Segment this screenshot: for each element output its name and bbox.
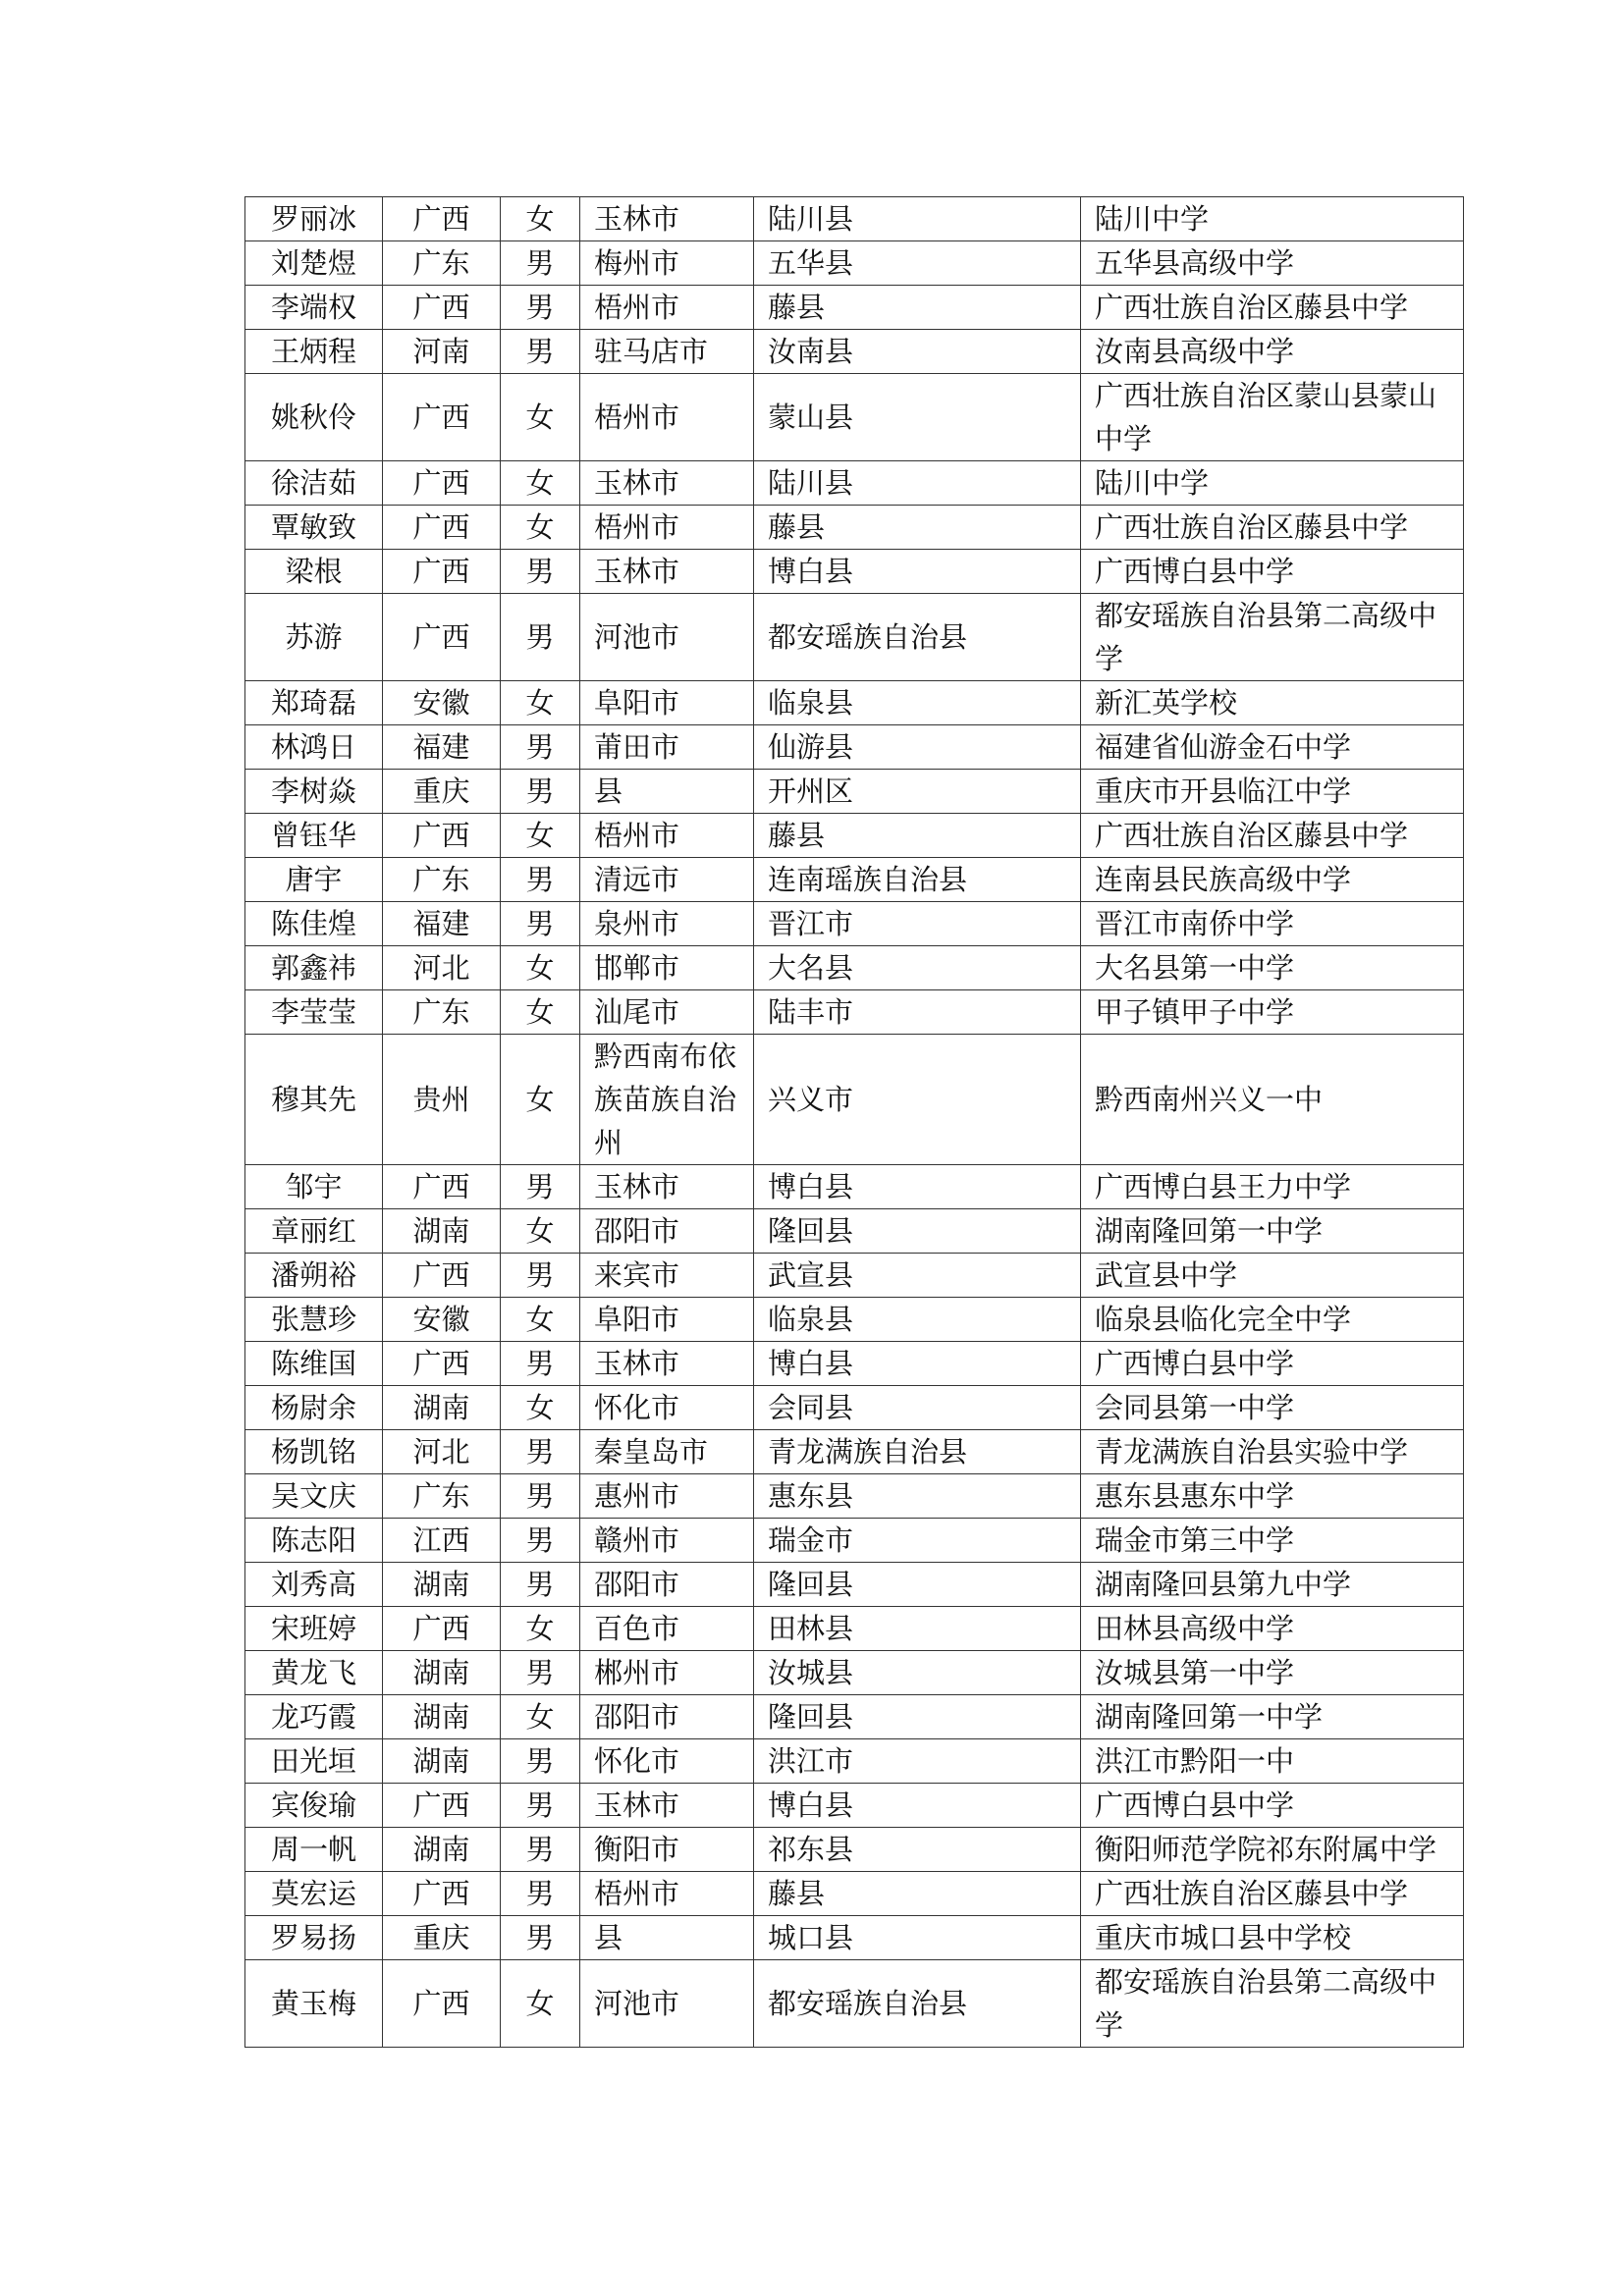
- table-row: [245, 1651, 1464, 1695]
- table-row: [245, 1872, 1464, 1916]
- table-row: [245, 770, 1464, 814]
- province-cell: 广东: [383, 241, 501, 286]
- table-row: [245, 374, 1464, 461]
- county-cell: 陆川县: [754, 461, 1081, 506]
- city-cell: 玉林市: [580, 1784, 754, 1828]
- county-cell: 汝城县: [754, 1651, 1081, 1695]
- school-cell: 广西壮族自治区藤县中学: [1081, 814, 1464, 858]
- county-cell: 兴义市: [754, 1035, 1081, 1165]
- school-cell: 连南县民族高级中学: [1081, 858, 1464, 902]
- school-cell: 湖南隆回第一中学: [1081, 1695, 1464, 1739]
- student-name-cell: 邹宇: [245, 1165, 383, 1209]
- school-cell: 重庆市城口县中学校: [1081, 1916, 1464, 1960]
- school-cell: 广西壮族自治区藤县中学: [1081, 1872, 1464, 1916]
- county-cell: 惠东县: [754, 1474, 1081, 1519]
- table-row: [245, 990, 1464, 1035]
- province-cell: 湖南: [383, 1209, 501, 1254]
- gender-cell: 女: [501, 374, 580, 461]
- table-row: [245, 594, 1464, 681]
- student-name-cell: 潘朔裕: [245, 1254, 383, 1298]
- city-cell: 梧州市: [580, 374, 754, 461]
- school-cell: 瑞金市第三中学: [1081, 1519, 1464, 1563]
- province-cell: 湖南: [383, 1828, 501, 1872]
- city-cell: 玉林市: [580, 461, 754, 506]
- gender-cell: 女: [501, 946, 580, 990]
- gender-cell: 男: [501, 1474, 580, 1519]
- student-name-cell: 唐宇: [245, 858, 383, 902]
- province-cell: 广西: [383, 374, 501, 461]
- province-cell: 安徽: [383, 1298, 501, 1342]
- gender-cell: 男: [501, 1254, 580, 1298]
- province-cell: 广东: [383, 858, 501, 902]
- student-name-cell: 郑琦磊: [245, 681, 383, 725]
- province-cell: 广西: [383, 506, 501, 550]
- province-cell: 重庆: [383, 1916, 501, 1960]
- gender-cell: 男: [501, 330, 580, 374]
- county-cell: 临泉县: [754, 1298, 1081, 1342]
- school-cell: 田林县高级中学: [1081, 1607, 1464, 1651]
- province-cell: 福建: [383, 725, 501, 770]
- student-name-cell: 罗丽冰: [245, 197, 383, 241]
- school-cell: 青龙满族自治县实验中学: [1081, 1430, 1464, 1474]
- province-cell: 广西: [383, 1607, 501, 1651]
- table-row: [245, 1563, 1464, 1607]
- city-cell: 泉州市: [580, 902, 754, 946]
- city-cell: 莆田市: [580, 725, 754, 770]
- city-cell: 邵阳市: [580, 1209, 754, 1254]
- student-name-cell: 龙巧霞: [245, 1695, 383, 1739]
- city-cell: 清远市: [580, 858, 754, 902]
- gender-cell: 女: [501, 1960, 580, 2048]
- county-cell: 开州区: [754, 770, 1081, 814]
- table-row: [245, 330, 1464, 374]
- gender-cell: 女: [501, 506, 580, 550]
- school-cell: 广西壮族自治区藤县中学: [1081, 286, 1464, 330]
- table-row: [245, 506, 1464, 550]
- table-row: [245, 1519, 1464, 1563]
- gender-cell: 男: [501, 286, 580, 330]
- city-cell: 惠州市: [580, 1474, 754, 1519]
- city-cell: 邵阳市: [580, 1695, 754, 1739]
- student-name-cell: 吴文庆: [245, 1474, 383, 1519]
- city-cell: 河池市: [580, 1960, 754, 2048]
- table-row: [245, 946, 1464, 990]
- table-row: [245, 814, 1464, 858]
- school-cell: 陆川中学: [1081, 197, 1464, 241]
- student-roster-table: [244, 196, 1464, 2048]
- city-cell: 驻马店市: [580, 330, 754, 374]
- province-cell: 广西: [383, 550, 501, 594]
- city-cell: 汕尾市: [580, 990, 754, 1035]
- city-cell: 黔西南布依族苗族自治州: [580, 1035, 754, 1165]
- city-cell: 玉林市: [580, 197, 754, 241]
- student-name-cell: 王炳程: [245, 330, 383, 374]
- student-name-cell: 宾俊瑜: [245, 1784, 383, 1828]
- table-row: [245, 550, 1464, 594]
- student-name-cell: 李树焱: [245, 770, 383, 814]
- county-cell: 青龙满族自治县: [754, 1430, 1081, 1474]
- county-cell: 汝南县: [754, 330, 1081, 374]
- school-cell: 武宣县中学: [1081, 1254, 1464, 1298]
- school-cell: 惠东县惠东中学: [1081, 1474, 1464, 1519]
- school-cell: 广西壮族自治区蒙山县蒙山中学: [1081, 374, 1464, 461]
- student-name-cell: 覃敏致: [245, 506, 383, 550]
- table-body: [245, 197, 1464, 2048]
- province-cell: 河南: [383, 330, 501, 374]
- county-cell: 藤县: [754, 506, 1081, 550]
- city-cell: 阜阳市: [580, 681, 754, 725]
- province-cell: 广西: [383, 286, 501, 330]
- gender-cell: 女: [501, 1209, 580, 1254]
- county-cell: 大名县: [754, 946, 1081, 990]
- table-row: [245, 1960, 1464, 2048]
- school-cell: 大名县第一中学: [1081, 946, 1464, 990]
- student-name-cell: 陈志阳: [245, 1519, 383, 1563]
- gender-cell: 女: [501, 1607, 580, 1651]
- table-row: [245, 197, 1464, 241]
- province-cell: 广东: [383, 990, 501, 1035]
- student-name-cell: 黄玉梅: [245, 1960, 383, 2048]
- province-cell: 河北: [383, 1430, 501, 1474]
- county-cell: 隆回县: [754, 1209, 1081, 1254]
- province-cell: 安徽: [383, 681, 501, 725]
- school-cell: 广西博白县中学: [1081, 1342, 1464, 1386]
- student-name-cell: 陈维国: [245, 1342, 383, 1386]
- county-cell: 晋江市: [754, 902, 1081, 946]
- province-cell: 广西: [383, 594, 501, 681]
- gender-cell: 男: [501, 1519, 580, 1563]
- gender-cell: 女: [501, 1035, 580, 1165]
- school-cell: 甲子镇甲子中学: [1081, 990, 1464, 1035]
- school-cell: 黔西南州兴义一中: [1081, 1035, 1464, 1165]
- school-cell: 陆川中学: [1081, 461, 1464, 506]
- table-row: [245, 1607, 1464, 1651]
- school-cell: 都安瑶族自治县第二高级中学: [1081, 1960, 1464, 2048]
- school-cell: 新汇英学校: [1081, 681, 1464, 725]
- gender-cell: 女: [501, 197, 580, 241]
- city-cell: 河池市: [580, 594, 754, 681]
- student-name-cell: 田光垣: [245, 1739, 383, 1784]
- school-cell: 广西博白县中学: [1081, 550, 1464, 594]
- county-cell: 瑞金市: [754, 1519, 1081, 1563]
- county-cell: 都安瑶族自治县: [754, 594, 1081, 681]
- gender-cell: 男: [501, 1916, 580, 1960]
- gender-cell: 男: [501, 1784, 580, 1828]
- table-row: [245, 1828, 1464, 1872]
- student-name-cell: 陈佳煌: [245, 902, 383, 946]
- city-cell: 县: [580, 770, 754, 814]
- province-cell: 广西: [383, 1872, 501, 1916]
- table-row: [245, 1035, 1464, 1165]
- gender-cell: 男: [501, 1872, 580, 1916]
- school-cell: 五华县高级中学: [1081, 241, 1464, 286]
- gender-cell: 女: [501, 461, 580, 506]
- city-cell: 百色市: [580, 1607, 754, 1651]
- school-cell: 衡阳师范学院祁东附属中学: [1081, 1828, 1464, 1872]
- county-cell: 临泉县: [754, 681, 1081, 725]
- school-cell: 广西壮族自治区藤县中学: [1081, 506, 1464, 550]
- county-cell: 五华县: [754, 241, 1081, 286]
- gender-cell: 男: [501, 1739, 580, 1784]
- student-name-cell: 刘楚煜: [245, 241, 383, 286]
- student-name-cell: 郭鑫祎: [245, 946, 383, 990]
- table-row: [245, 1695, 1464, 1739]
- student-name-cell: 梁根: [245, 550, 383, 594]
- gender-cell: 男: [501, 1165, 580, 1209]
- province-cell: 重庆: [383, 770, 501, 814]
- county-cell: 藤县: [754, 1872, 1081, 1916]
- city-cell: 阜阳市: [580, 1298, 754, 1342]
- city-cell: 梧州市: [580, 814, 754, 858]
- gender-cell: 男: [501, 550, 580, 594]
- province-cell: 湖南: [383, 1386, 501, 1430]
- province-cell: 广西: [383, 1165, 501, 1209]
- province-cell: 湖南: [383, 1651, 501, 1695]
- table-row: [245, 681, 1464, 725]
- student-name-cell: 姚秋伶: [245, 374, 383, 461]
- school-cell: 晋江市南侨中学: [1081, 902, 1464, 946]
- student-name-cell: 宋班婷: [245, 1607, 383, 1651]
- county-cell: 博白县: [754, 550, 1081, 594]
- county-cell: 连南瑶族自治县: [754, 858, 1081, 902]
- student-name-cell: 林鸿日: [245, 725, 383, 770]
- county-cell: 藤县: [754, 814, 1081, 858]
- student-name-cell: 刘秀高: [245, 1563, 383, 1607]
- table-row: [245, 725, 1464, 770]
- table-row: [245, 286, 1464, 330]
- county-cell: 博白县: [754, 1784, 1081, 1828]
- student-name-cell: 杨尉余: [245, 1386, 383, 1430]
- county-cell: 博白县: [754, 1165, 1081, 1209]
- student-name-cell: 周一帆: [245, 1828, 383, 1872]
- school-cell: 都安瑶族自治县第二高级中学: [1081, 594, 1464, 681]
- student-name-cell: 张慧珍: [245, 1298, 383, 1342]
- table-row: [245, 1916, 1464, 1960]
- gender-cell: 男: [501, 241, 580, 286]
- table-row: [245, 241, 1464, 286]
- city-cell: 怀化市: [580, 1386, 754, 1430]
- city-cell: 赣州市: [580, 1519, 754, 1563]
- city-cell: 玉林市: [580, 550, 754, 594]
- city-cell: 玉林市: [580, 1342, 754, 1386]
- city-cell: 梅州市: [580, 241, 754, 286]
- gender-cell: 男: [501, 594, 580, 681]
- province-cell: 广西: [383, 197, 501, 241]
- school-cell: 广西博白县中学: [1081, 1784, 1464, 1828]
- student-name-cell: 章丽红: [245, 1209, 383, 1254]
- province-cell: 湖南: [383, 1563, 501, 1607]
- county-cell: 仙游县: [754, 725, 1081, 770]
- table-row: [245, 1386, 1464, 1430]
- county-cell: 蒙山县: [754, 374, 1081, 461]
- table-row: [245, 1430, 1464, 1474]
- county-cell: 武宣县: [754, 1254, 1081, 1298]
- student-name-cell: 莫宏运: [245, 1872, 383, 1916]
- gender-cell: 女: [501, 1386, 580, 1430]
- gender-cell: 女: [501, 990, 580, 1035]
- gender-cell: 男: [501, 725, 580, 770]
- student-name-cell: 李莹莹: [245, 990, 383, 1035]
- county-cell: 城口县: [754, 1916, 1081, 1960]
- province-cell: 广东: [383, 1474, 501, 1519]
- province-cell: 广西: [383, 461, 501, 506]
- county-cell: 祁东县: [754, 1828, 1081, 1872]
- school-cell: 汝城县第一中学: [1081, 1651, 1464, 1695]
- city-cell: 玉林市: [580, 1165, 754, 1209]
- gender-cell: 女: [501, 1695, 580, 1739]
- city-cell: 县: [580, 1916, 754, 1960]
- city-cell: 梧州市: [580, 286, 754, 330]
- city-cell: 梧州市: [580, 1872, 754, 1916]
- school-cell: 湖南隆回第一中学: [1081, 1209, 1464, 1254]
- school-cell: 广西博白县王力中学: [1081, 1165, 1464, 1209]
- gender-cell: 男: [501, 1828, 580, 1872]
- gender-cell: 男: [501, 1430, 580, 1474]
- province-cell: 广西: [383, 1960, 501, 2048]
- province-cell: 广西: [383, 814, 501, 858]
- gender-cell: 女: [501, 681, 580, 725]
- table-row: [245, 1298, 1464, 1342]
- county-cell: 藤县: [754, 286, 1081, 330]
- province-cell: 河北: [383, 946, 501, 990]
- city-cell: 邵阳市: [580, 1563, 754, 1607]
- gender-cell: 男: [501, 1563, 580, 1607]
- county-cell: 洪江市: [754, 1739, 1081, 1784]
- table-row: [245, 1342, 1464, 1386]
- city-cell: 来宾市: [580, 1254, 754, 1298]
- school-cell: 福建省仙游金石中学: [1081, 725, 1464, 770]
- province-cell: 广西: [383, 1254, 501, 1298]
- gender-cell: 女: [501, 814, 580, 858]
- table-row: [245, 1784, 1464, 1828]
- gender-cell: 男: [501, 1651, 580, 1695]
- gender-cell: 男: [501, 1342, 580, 1386]
- county-cell: 隆回县: [754, 1563, 1081, 1607]
- city-cell: 秦皇岛市: [580, 1430, 754, 1474]
- student-name-cell: 苏游: [245, 594, 383, 681]
- school-cell: 洪江市黔阳一中: [1081, 1739, 1464, 1784]
- table-row: [245, 1254, 1464, 1298]
- province-cell: 贵州: [383, 1035, 501, 1165]
- province-cell: 广西: [383, 1784, 501, 1828]
- gender-cell: 女: [501, 1298, 580, 1342]
- city-cell: 郴州市: [580, 1651, 754, 1695]
- table-row: [245, 902, 1464, 946]
- student-name-cell: 罗易扬: [245, 1916, 383, 1960]
- student-name-cell: 杨凯铭: [245, 1430, 383, 1474]
- province-cell: 湖南: [383, 1695, 501, 1739]
- province-cell: 湖南: [383, 1739, 501, 1784]
- county-cell: 陆丰市: [754, 990, 1081, 1035]
- county-cell: 都安瑶族自治县: [754, 1960, 1081, 2048]
- table-row: [245, 461, 1464, 506]
- table-row: [245, 858, 1464, 902]
- table-row: [245, 1209, 1464, 1254]
- table-row: [245, 1474, 1464, 1519]
- province-cell: 广西: [383, 1342, 501, 1386]
- student-name-cell: 穆其先: [245, 1035, 383, 1165]
- gender-cell: 男: [501, 902, 580, 946]
- province-cell: 福建: [383, 902, 501, 946]
- city-cell: 梧州市: [580, 506, 754, 550]
- school-cell: 汝南县高级中学: [1081, 330, 1464, 374]
- gender-cell: 男: [501, 858, 580, 902]
- student-name-cell: 徐洁茹: [245, 461, 383, 506]
- gender-cell: 男: [501, 770, 580, 814]
- student-name-cell: 黄龙飞: [245, 1651, 383, 1695]
- county-cell: 博白县: [754, 1342, 1081, 1386]
- county-cell: 陆川县: [754, 197, 1081, 241]
- school-cell: 湖南隆回县第九中学: [1081, 1563, 1464, 1607]
- county-cell: 隆回县: [754, 1695, 1081, 1739]
- school-cell: 临泉县临化完全中学: [1081, 1298, 1464, 1342]
- county-cell: 会同县: [754, 1386, 1081, 1430]
- student-name-cell: 曾钰华: [245, 814, 383, 858]
- student-name-cell: 李端权: [245, 286, 383, 330]
- school-cell: 重庆市开县临江中学: [1081, 770, 1464, 814]
- province-cell: 江西: [383, 1519, 501, 1563]
- school-cell: 会同县第一中学: [1081, 1386, 1464, 1430]
- city-cell: 怀化市: [580, 1739, 754, 1784]
- city-cell: 邯郸市: [580, 946, 754, 990]
- county-cell: 田林县: [754, 1607, 1081, 1651]
- city-cell: 衡阳市: [580, 1828, 754, 1872]
- table-row: [245, 1739, 1464, 1784]
- table-row: [245, 1165, 1464, 1209]
